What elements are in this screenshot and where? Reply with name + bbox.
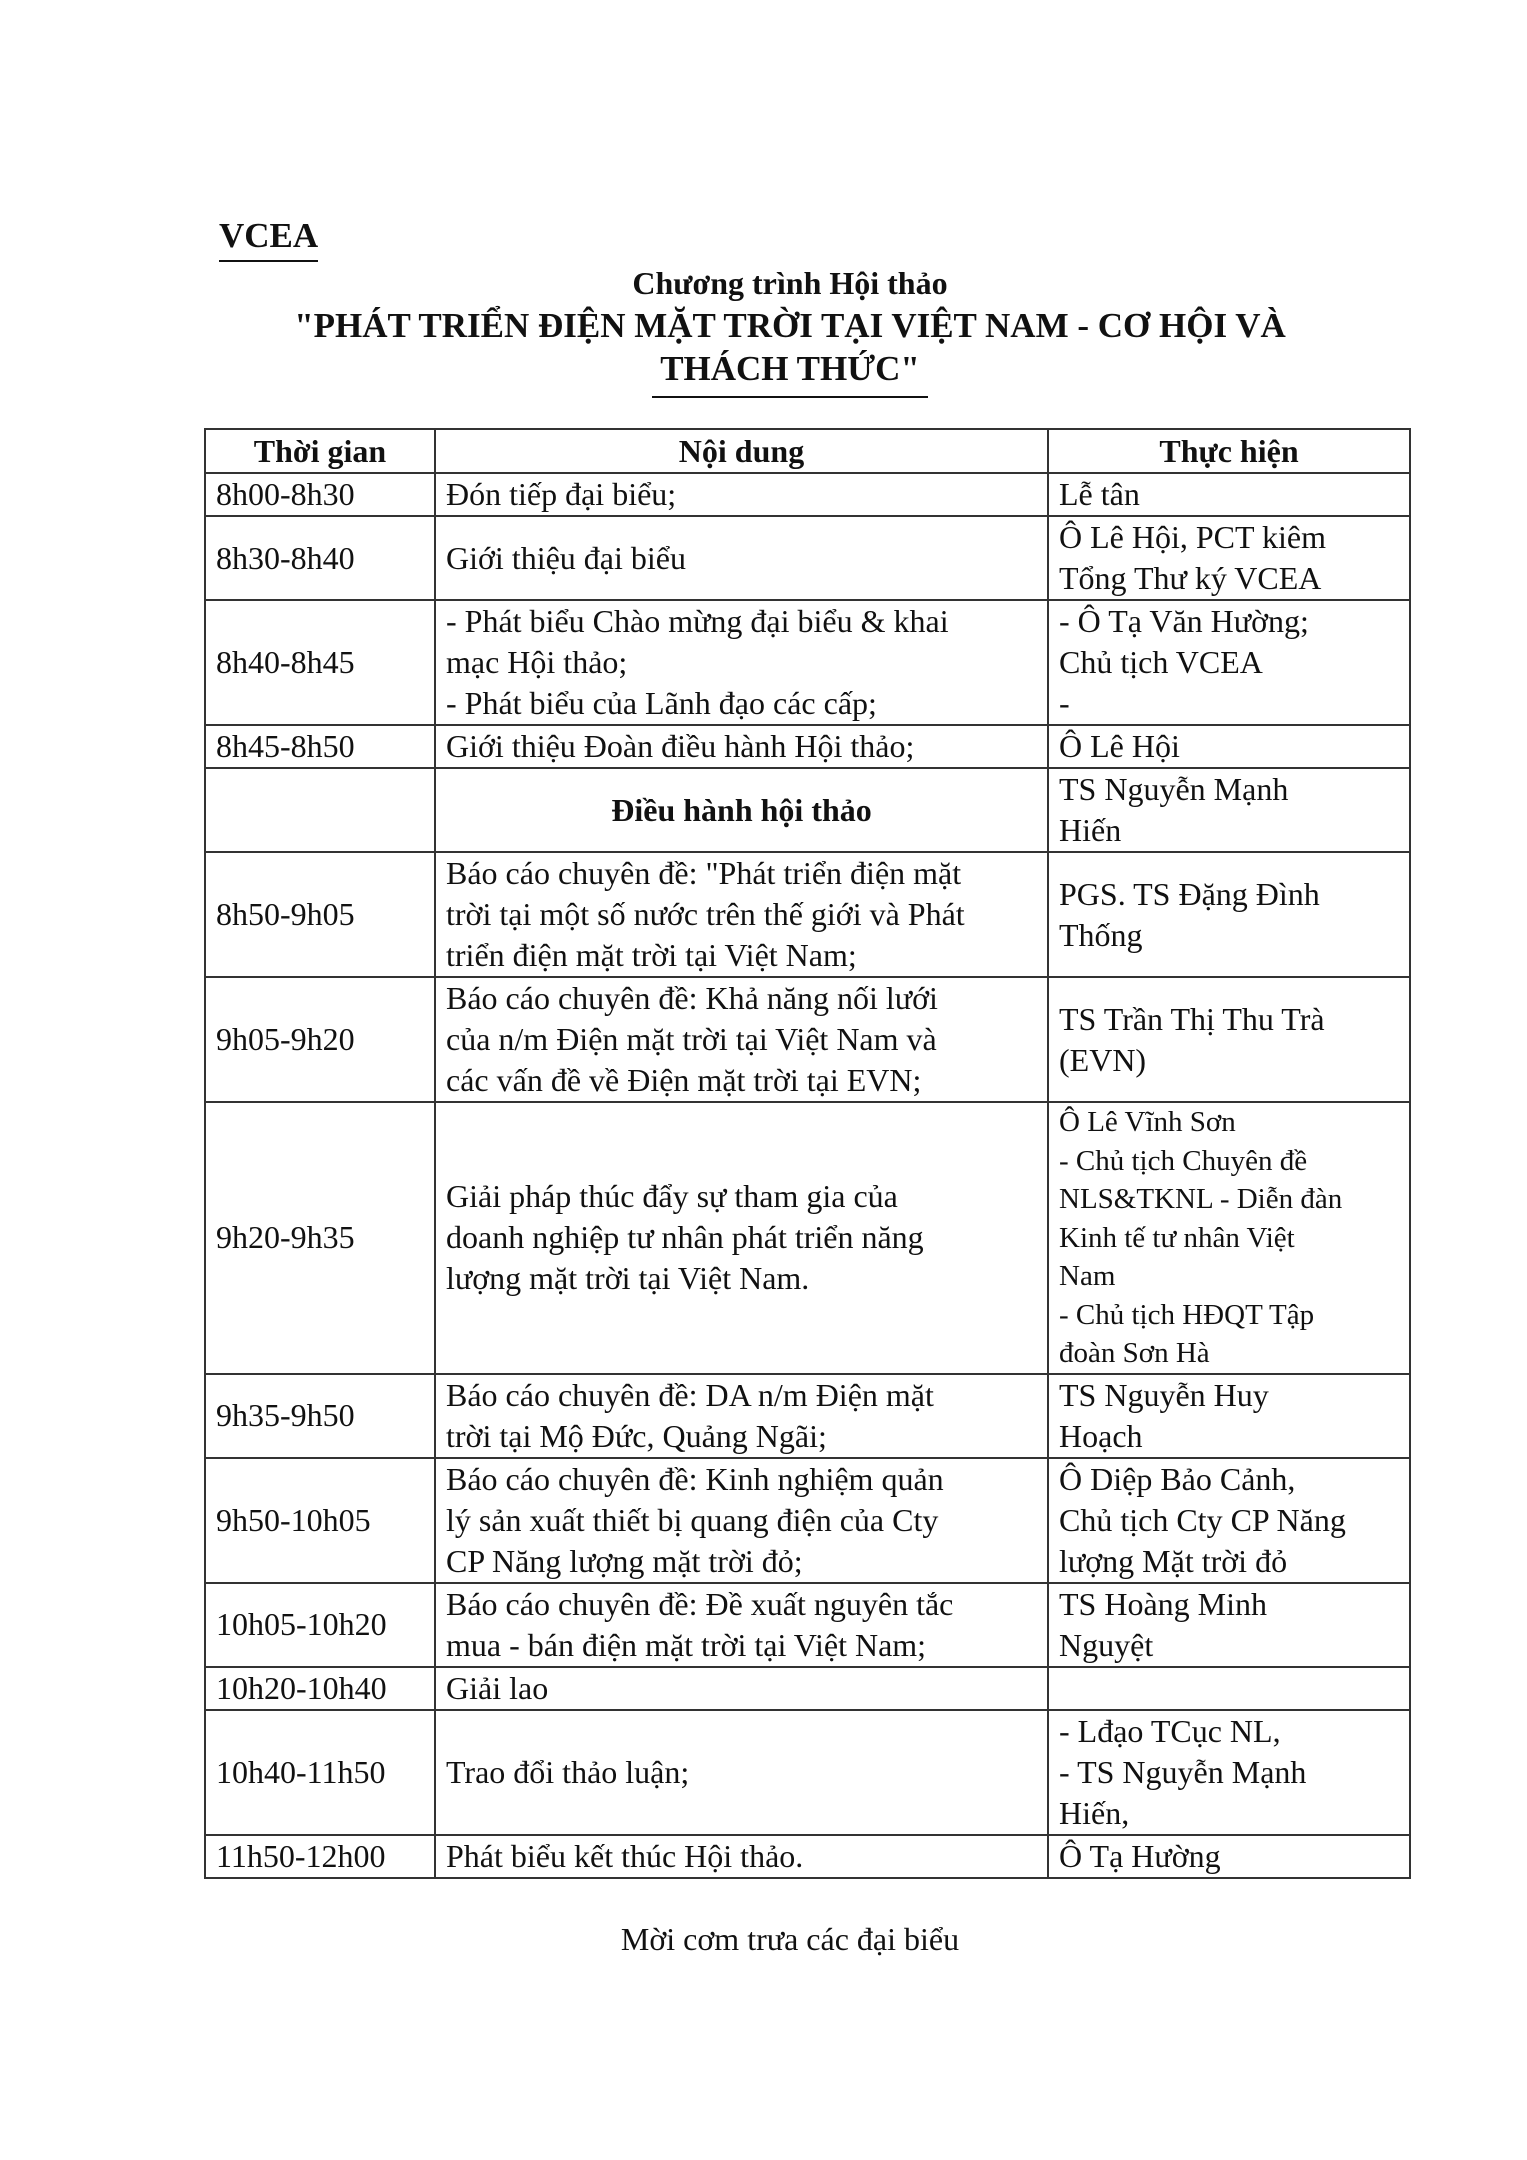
agenda-presenter-cell (1048, 1667, 1410, 1710)
presenter-line: Lễ tân (1059, 476, 1140, 512)
agenda-time-cell: 10h20-10h40 (205, 1667, 435, 1710)
content-line: Đón tiếp đại biểu; (446, 476, 677, 512)
content-line: Báo cáo chuyên đề: "Phát triển điện mặt (446, 855, 962, 891)
presenter-line: Ô Lê Vĩnh Sơn (1059, 1106, 1236, 1138)
agenda-time-cell (205, 768, 435, 852)
agenda-row (205, 1102, 1410, 1374)
header-content: Nội dung (435, 429, 1048, 473)
agenda-content-cell (435, 1102, 1048, 1374)
content-line: trời tại Mộ Đức, Quảng Ngãi; (446, 1417, 827, 1454)
agenda-content-cell (435, 725, 1048, 768)
lunch-invitation: Mời cơm trưa các đại biểu (620, 1921, 960, 1957)
agenda-content-cell (435, 852, 1048, 977)
agenda-presenter-cell (1048, 1374, 1410, 1458)
agenda-presenter-cell (1048, 1583, 1410, 1667)
presenter-line: - TS Nguyễn Mạnh (1059, 1753, 1307, 1790)
agenda-time-cell: 8h00-8h30 (205, 473, 435, 516)
seminar-title: "PHÁT TRIỂN ĐIỆN MẶT TRỜI TẠI VIỆT NAM - CƠ HỘI VÀ THÁCH THỨC" (294, 306, 1286, 388)
presenter-line: TS Nguyễn Mạnh (1059, 771, 1289, 807)
presenter-line: đoàn Sơn Hà (1059, 1337, 1210, 1369)
agenda-time-cell: 8h50-9h05 (205, 852, 435, 977)
presenter-line: Chủ tịch VCEA (1059, 644, 1263, 680)
agenda-time-cell: 9h50-10h05 (205, 1458, 435, 1583)
agenda-time-cell: 9h35-9h50 (205, 1374, 435, 1458)
presenter-line: Hiến (1059, 812, 1122, 848)
presenter-line: (EVN) (1059, 1041, 1147, 1078)
agenda-row (205, 725, 1410, 768)
agenda-content-cell (435, 977, 1048, 1102)
agenda-time-cell: 8h45-8h50 (205, 725, 435, 768)
agenda-time-cell: 9h05-9h20 (205, 977, 435, 1102)
agenda-content-cell (435, 1374, 1048, 1458)
presenter-line: lượng Mặt trời đỏ (1059, 1542, 1288, 1579)
content-line: Phát biểu kết thúc Hội thảo. (446, 1837, 804, 1874)
agenda-content-cell (435, 516, 1048, 600)
content-line: Trao đổi thảo luận; (446, 1753, 690, 1790)
agenda-presenter-cell (1048, 852, 1410, 977)
agenda-row (205, 1583, 1410, 1667)
content-line: trời tại một số nước trên thế giới và Phát (446, 896, 965, 932)
agenda-row (205, 768, 1410, 852)
presenter-line: - Ô Tạ Văn Hường; (1059, 603, 1309, 639)
content-line: mạc Hội thảo; (446, 644, 628, 680)
content-line: lượng mặt trời tại Việt Nam. (446, 1260, 810, 1297)
content-line: - Phát biểu Chào mừng đại biểu & khai (446, 603, 949, 639)
agenda-content-cell (435, 1667, 1048, 1710)
presenter-line: NLS&TKNL - Diễn đàn (1059, 1183, 1343, 1215)
presenter-line: Nam (1059, 1260, 1116, 1292)
content-line: các vấn đề về Điện mặt trời tại EVN; (446, 1062, 922, 1098)
presenter-line: - Lđạo TCục NL, (1059, 1712, 1281, 1749)
presenter-line: TS Trần Thị Thu Trà (1059, 1000, 1325, 1037)
agenda-row (205, 977, 1410, 1102)
agenda-table (204, 428, 1411, 1879)
content-line: lý sản xuất thiết bị quang điện của Cty (446, 1501, 939, 1538)
agenda-row (205, 1835, 1410, 1878)
content-line: triển điện mặt trời tại Việt Nam; (446, 937, 857, 973)
agenda-content-cell (435, 1835, 1048, 1878)
agenda-content-cell (435, 768, 1048, 852)
agenda-time-cell: 10h05-10h20 (205, 1583, 435, 1667)
agenda-row (205, 1667, 1410, 1710)
presenter-line: Ô Lê Hội (1059, 728, 1180, 764)
content-line: Giải lao (446, 1669, 549, 1706)
presenter-line: TS Hoàng Minh (1059, 1585, 1267, 1622)
agenda-presenter-cell (1048, 768, 1410, 852)
presenter-line: Ô Diệp Bảo Cảnh, (1059, 1460, 1296, 1497)
content-line: doanh nghiệp tư nhân phát triển năng (446, 1219, 924, 1256)
content-line: Giới thiệu Đoàn điều hành Hội thảo; (446, 728, 915, 764)
presenter-line: - Chủ tịch Chuyên đề (1059, 1144, 1308, 1177)
program-title: Chương trình Hội thảo (632, 265, 948, 301)
agenda-row (205, 600, 1410, 725)
presenter-line: - (1059, 685, 1070, 721)
presenter-line: TS Nguyễn Huy (1059, 1376, 1269, 1413)
agenda-time-cell: 9h20-9h35 (205, 1102, 435, 1374)
agenda-presenter-cell (1048, 1710, 1410, 1835)
presenter-line: PGS. TS Đặng Đình (1059, 875, 1320, 912)
organization-name: VCEA (219, 214, 318, 262)
agenda-content-cell (435, 1710, 1048, 1835)
presenter-line: Ô Lê Hội, PCT kiêm (1059, 519, 1326, 555)
agenda-row (205, 1374, 1410, 1458)
presenter-line: Thống (1059, 916, 1143, 953)
agenda-presenter-cell (1048, 516, 1410, 600)
agenda-header-row (205, 429, 1410, 473)
content-line: Giới thiệu đại biểu (446, 539, 686, 576)
content-line: Điều hành hội thảo (611, 791, 872, 828)
agenda-content-cell (435, 600, 1048, 725)
presenter-line: Hiến, (1059, 1794, 1130, 1831)
content-line: Báo cáo chuyên đề: Kinh nghiệm quản (446, 1460, 944, 1497)
content-line: mua - bán điện mặt trời tại Việt Nam; (446, 1626, 927, 1663)
content-line: Báo cáo chuyên đề: Khả năng nối lưới (446, 980, 938, 1016)
presenter-line: Kinh tế tư nhân Việt (1059, 1221, 1295, 1254)
content-line: của n/m Điện mặt trời tại Việt Nam và (446, 1021, 937, 1057)
content-line: - Phát biểu của Lãnh đạo các cấp; (446, 685, 877, 721)
agenda-presenter-cell (1048, 977, 1410, 1102)
agenda-row (205, 473, 1410, 516)
agenda-time-cell: 10h40-11h50 (205, 1710, 435, 1835)
agenda-presenter-cell (1048, 725, 1410, 768)
agenda-content-cell (435, 1583, 1048, 1667)
header-by: Thực hiện (1048, 429, 1410, 473)
agenda-row (205, 852, 1410, 977)
title-underline (652, 396, 928, 398)
presenter-line: Tổng Thư ký VCEA (1059, 560, 1322, 596)
agenda-time-cell: 11h50-12h00 (205, 1835, 435, 1878)
content-line: Giải pháp thúc đẩy sự tham gia của (446, 1178, 898, 1215)
agenda-row (205, 1710, 1410, 1835)
header-time: Thời gian (205, 429, 435, 473)
agenda-presenter-cell (1048, 473, 1410, 516)
presenter-line: Chủ tịch Cty CP Năng (1059, 1501, 1346, 1538)
content-line: Báo cáo chuyên đề: Đề xuất nguyên tắc (446, 1585, 954, 1622)
agenda-presenter-cell (1048, 1458, 1410, 1583)
agenda-presenter-cell (1048, 1102, 1410, 1374)
presenter-line: Nguyệt (1059, 1626, 1154, 1663)
agenda-presenter-cell (1048, 600, 1410, 725)
agenda-time-cell: 8h30-8h40 (205, 516, 435, 600)
agenda-body (205, 473, 1410, 1878)
agenda-content-cell (435, 1458, 1048, 1583)
content-line: CP Năng lượng mặt trời đỏ; (446, 1542, 803, 1579)
content-line: Báo cáo chuyên đề: DA n/m Điện mặt (446, 1376, 934, 1413)
agenda-row (205, 516, 1410, 600)
presenter-line: Ô Tạ Hường (1059, 1837, 1221, 1874)
title-block (150, 262, 1430, 398)
agenda-content-cell (435, 473, 1048, 516)
agenda-presenter-cell (1048, 1835, 1410, 1878)
presenter-line: Hoạch (1059, 1417, 1143, 1454)
agenda-time-cell: 8h40-8h45 (205, 600, 435, 725)
agenda-row (205, 1458, 1410, 1583)
presenter-line: - Chủ tịch HĐQT Tập (1059, 1298, 1315, 1331)
